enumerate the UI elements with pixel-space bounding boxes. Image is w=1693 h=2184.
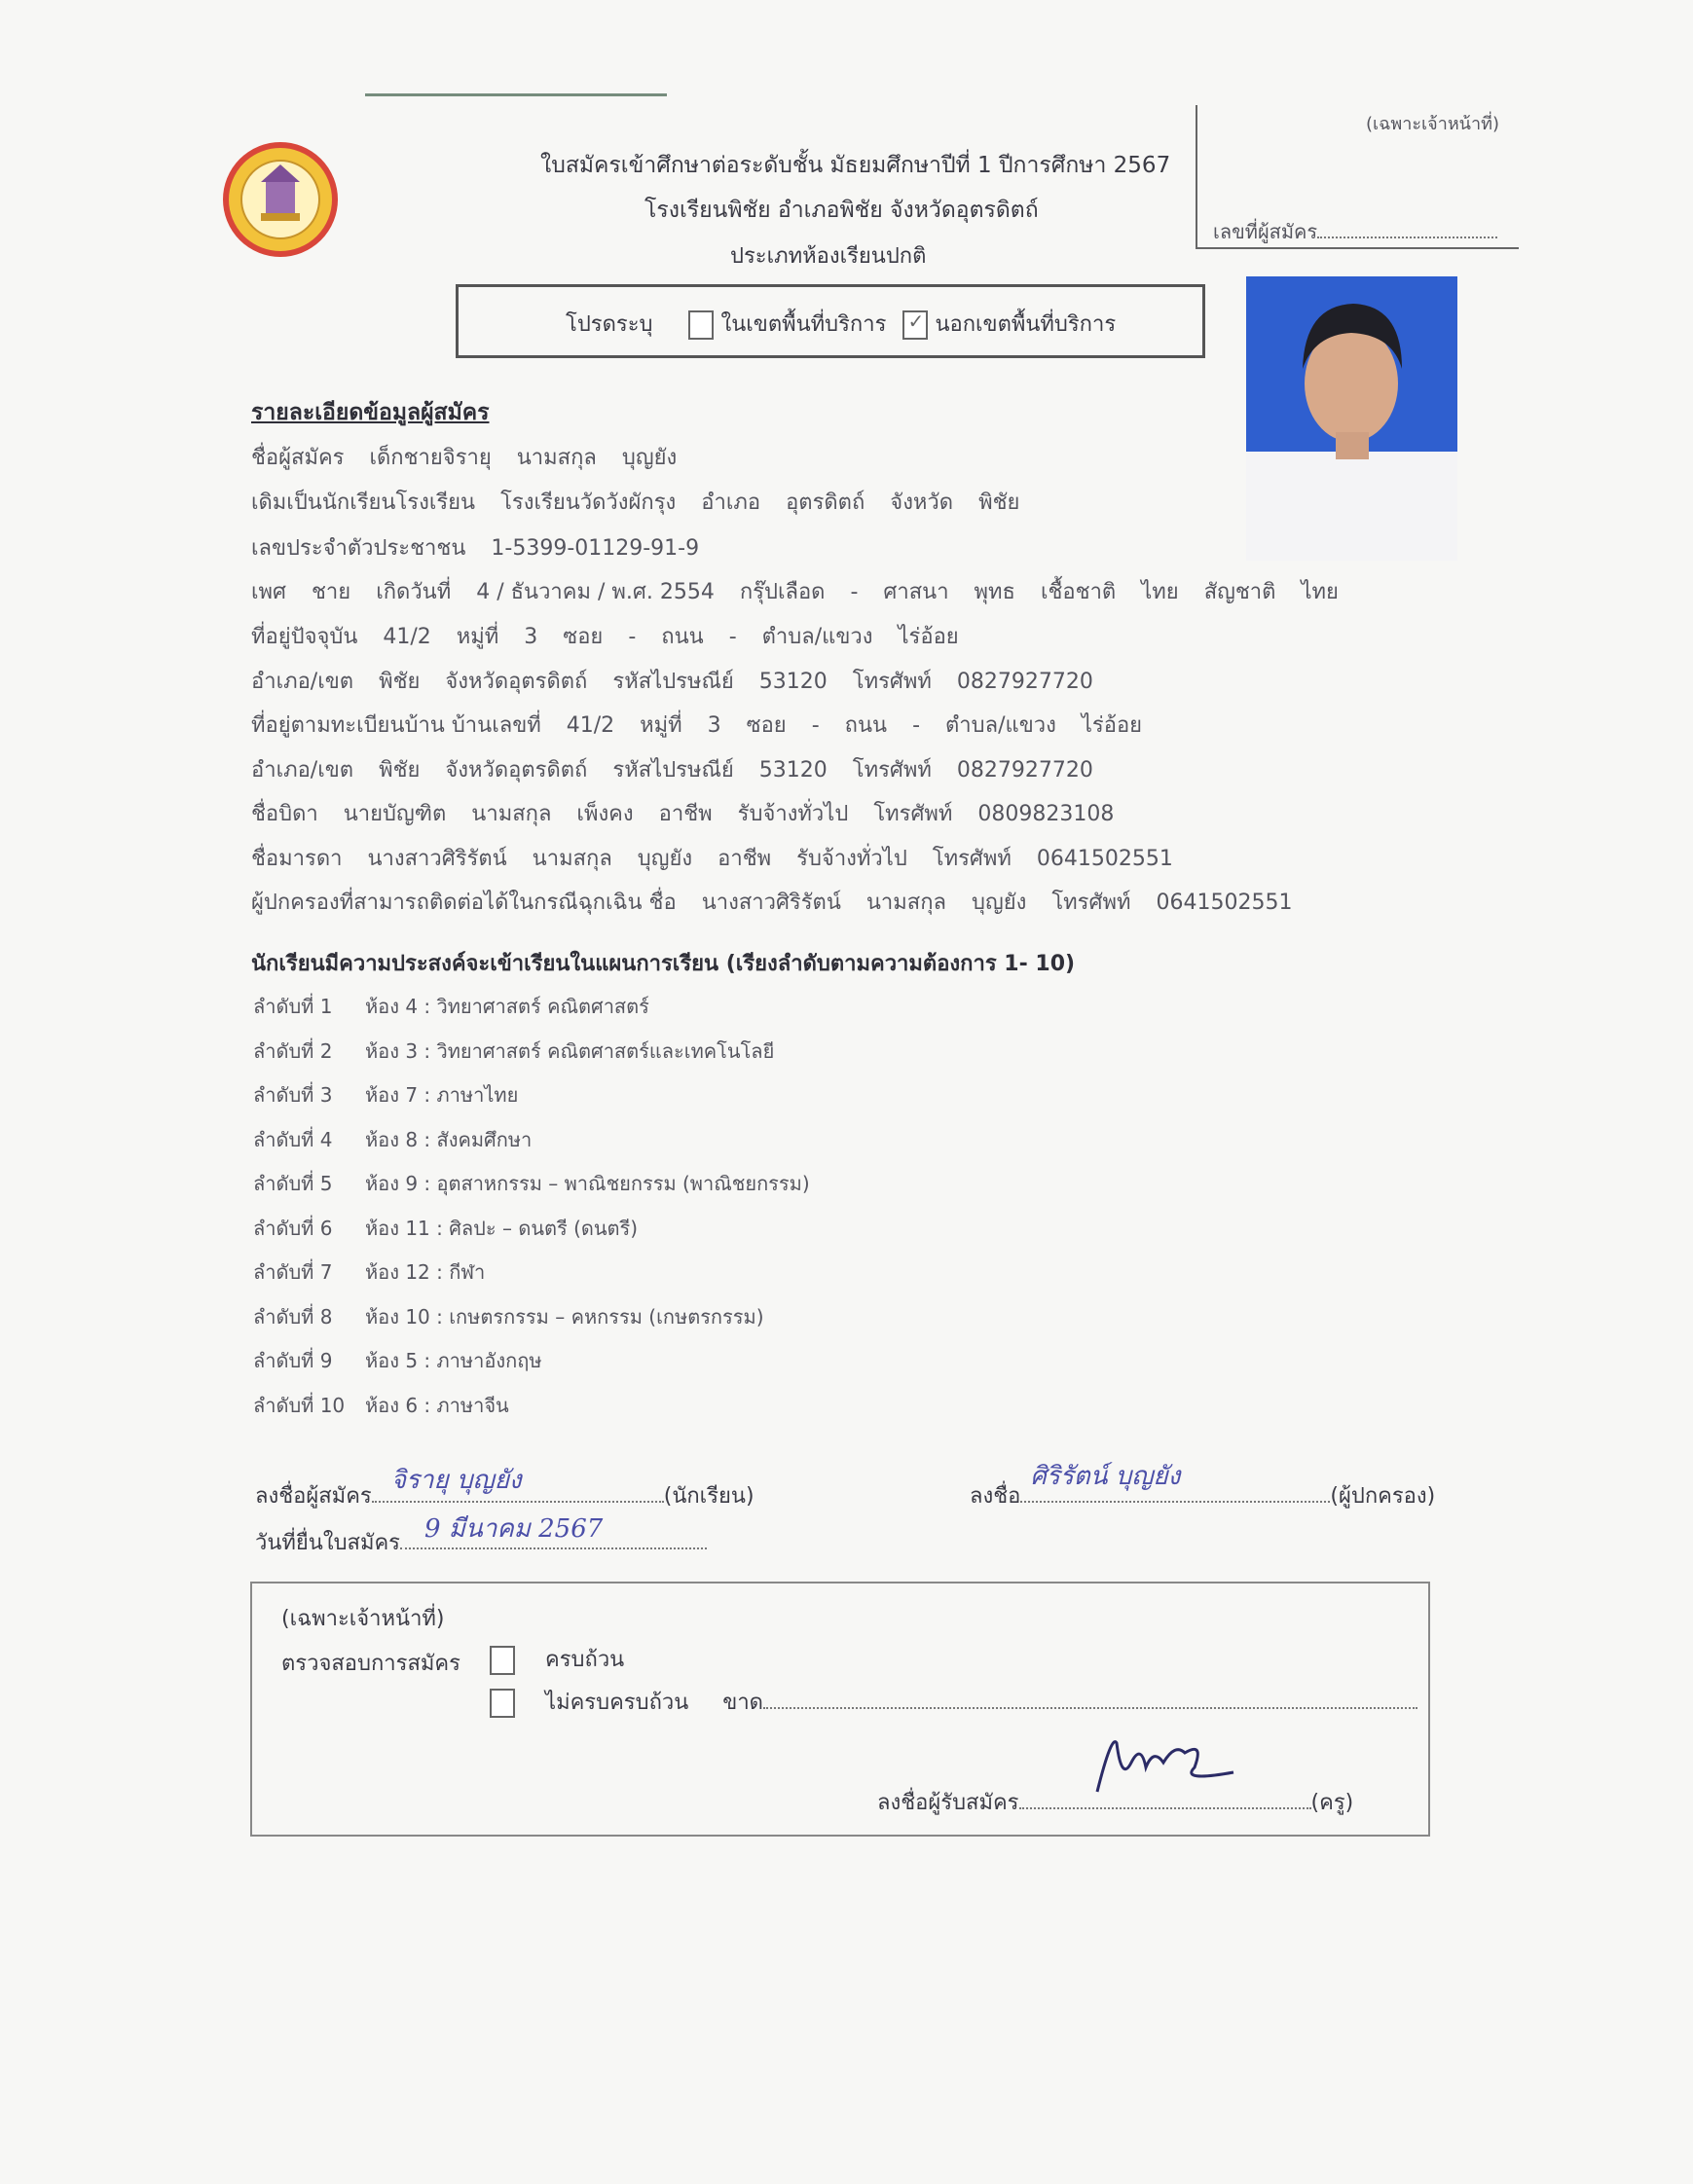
field-label: จังหวัดอุตรดิตถ์ [445,670,588,694]
plan-item [253,1036,774,1067]
field-value[interactable]: เพ็งคง [576,802,634,826]
applicant-sign-field[interactable] [372,1466,664,1503]
class-type: ประเภทห้องเรียนปกติ [730,244,927,269]
field-value[interactable]: 0809823108 [977,802,1115,826]
complete-label: ครบถ้วน [545,1648,625,1672]
receiver-label: ลงชื่อผู้รับสมัคร [877,1791,1019,1815]
field-label: ชื่อบิดา [251,802,318,826]
field-label: กรุ๊ปเลือด [739,580,826,604]
plan-item [253,1079,518,1110]
field-value[interactable]: 3 [707,713,721,738]
plan-title: นักเรียนมีความประสงค์จะเข้าเรียนในแผนการเรียน (เรียงลำดับตามความต้องการ 1- 10) [251,952,1076,976]
field-label: นามสกุล [865,891,947,915]
form-title: ใบสมัครเข้าศึกษาต่อระดับชั้น มัธยมศึกษาปีที่ 1 ปีการศึกษา 2567 [540,153,1171,178]
plan-room: ห้อง 3 : วิทยาศาสตร์ คณิตศาสตร์และเทคโนโลยี [365,1038,775,1063]
field-value[interactable]: อุตรดิตถ์ [786,491,865,515]
field-value[interactable]: ไร่อ้อย [1081,713,1143,738]
plan-rank: ลำดับที่ 1 [253,995,333,1018]
plan-rank: ลำดับที่ 6 [253,1216,333,1240]
field-value[interactable]: 41/2 [383,625,431,649]
date-label: วันที่ยื่นใบสมัคร [255,1531,400,1555]
app-no-label [1213,216,1497,247]
plan-rank: ลำดับที่ 9 [253,1349,333,1372]
plan-room: ห้อง 10 : เกษตรกรรม – คหกรรม (เกษตรกรรม) [365,1304,764,1329]
incomplete-row [490,1685,1417,1719]
field-value[interactable]: 3 [524,625,538,649]
out-area-checkbox[interactable] [902,310,928,340]
plan-rank: ลำดับที่ 2 [253,1038,333,1063]
field-value[interactable]: พิชัย [379,758,421,783]
field-value[interactable]: โทรศัพท์ [852,758,932,783]
app-no-text: เลขที่ผู้สมัคร [1213,220,1318,243]
area-prompt: โปรดระบุ [566,312,653,337]
receiver-role: (ครู) [1310,1791,1354,1815]
in-area-checkbox[interactable] [688,310,714,340]
field-label: อำเภอ [701,491,761,515]
complete-row [490,1642,624,1676]
field-value[interactable]: ชาย [312,580,351,604]
parent-signature-line [970,1462,1436,1512]
plan-room: ห้อง 7 : ภาษาไทย [365,1083,519,1107]
field-value[interactable]: รับจ้างทั่วไป [796,847,907,871]
field-value[interactable]: รับจ้างทั่วไป [737,802,849,826]
plan-item [253,1256,485,1288]
incomplete-checkbox[interactable] [490,1689,515,1718]
field-label: โทรศัพท์ [1051,891,1131,915]
app-no-field[interactable] [1317,237,1497,238]
applicant-row [251,796,1139,830]
incomplete-label: ไม่ครบครบถ้วน [545,1691,689,1715]
missing-field[interactable] [763,1707,1417,1709]
plan-item [253,1301,764,1332]
applicant-row [251,485,1045,519]
field-value[interactable]: - [728,625,737,649]
applicant-row [251,440,702,474]
field-label: นามสกุล [516,446,597,470]
receiver-sign-field[interactable] [1019,1778,1311,1809]
student-photo [1246,276,1457,561]
plan-room: ห้อง 11 : ศิลปะ – ดนตรี (ดนตรี) [365,1216,639,1240]
missing-label: ขาด [722,1691,763,1715]
field-label: อาชีพ [658,802,713,826]
date-field[interactable] [400,1514,707,1549]
field-label: ที่อยู่ปัจจุบัน [251,625,358,649]
area-select-box [456,284,1205,358]
student-portrait-icon [1246,276,1457,561]
applicant-sign-label: ลงชื่อผู้สมัคร [255,1484,372,1509]
school-line: โรงเรียนพิชัย อำเภอพิชัย จังหวัดอุตรดิตถ์ [644,198,1039,223]
field-value[interactable]: รหัสไปรษณีย์ [612,758,734,783]
field-value[interactable]: นายบัญฑิต [343,802,447,826]
field-label: 0827927720 [956,670,1093,694]
field-value[interactable]: รหัสไปรษณีย์ [612,670,734,694]
field-label: จังหวัดอุตรดิตถ์ [445,758,588,783]
field-label: ชื่อมารดา [251,847,343,871]
field-value[interactable]: 0641502551 [1156,891,1293,915]
plan-rank: ลำดับที่ 5 [253,1172,333,1195]
out-area-label: นอกเขตพื้นที่บริการ [935,312,1117,337]
applicant-row [251,885,1317,919]
applicant-row [251,530,724,564]
plan-item [253,1124,532,1155]
field-label: เกิดวันที่ [376,580,452,604]
field-label: ถนน [844,713,888,738]
plan-rank: ลำดับที่ 10 [253,1393,346,1417]
field-value[interactable]: 41/2 [566,713,615,738]
field-value[interactable]: ไทย [1141,580,1179,604]
field-label: เดิมเป็นนักเรียนโรงเรียน [251,491,476,515]
field-label: หมู่ที่ [456,625,499,649]
plan-room: ห้อง 6 : ภาษาจีน [365,1393,509,1417]
field-label: ผู้ปกครองที่สามารถติดต่อได้ในกรณีฉุกเฉิน ชื่อ [251,891,677,915]
date-handwritten: 9 มีนาคม 2567 [424,1514,604,1544]
parent-sign-label: ลงชื่อ [970,1484,1021,1509]
field-label: อำเภอ/เขต [251,670,354,694]
applicant-row [251,841,1198,875]
field-value[interactable]: บุญยัง [972,891,1027,915]
plan-item [253,1168,810,1199]
field-value[interactable]: 4 / ธันวาคม / พ.ศ. 2554 [476,580,715,604]
applicant-handwritten-sign: จิรายุ บุญยัง [390,1466,522,1495]
receiver-row [877,1778,1353,1819]
field-label: หมู่ที่ [640,713,682,738]
parent-handwritten-sign: ศิริรัตน์ บุญยัง [1030,1462,1181,1491]
plan-rank: ลำดับที่ 3 [253,1083,333,1107]
field-value[interactable]: พิชัย [379,670,421,694]
field-label: เชื้อชาติ [1040,580,1117,604]
parent-role: (ผู้ปกครอง) [1330,1484,1436,1509]
field-label: เลขประจำตัวประชาชน [251,536,466,561]
plan-rank: ลำดับที่ 8 [253,1304,333,1329]
field-label: ซอย [746,713,787,738]
field-value[interactable]: - [628,625,637,649]
field-value[interactable]: - [811,713,820,738]
field-label: ซอย [563,625,604,649]
staff-box-label: (เฉพาะเจ้าหน้าที่) [281,1607,445,1631]
receiver-signature-icon [1087,1724,1243,1802]
field-label: นามสกุล [471,802,552,826]
parent-sign-field[interactable] [1020,1462,1330,1503]
plan-room: ห้อง 5 : ภาษาอังกฤษ [365,1349,542,1372]
plan-room: ห้อง 8 : สังคมศึกษา [365,1127,533,1151]
field-value[interactable]: โรงเรียนวัดวังผักรุง [500,491,677,515]
field-value[interactable]: 0641502551 [1036,847,1173,871]
field-label: ตำบล/แขวง [945,713,1056,738]
field-label: ที่อยู่ตามทะเบียนบ้าน บ้านเลขที่ [251,713,541,738]
applicant-signature-line [255,1466,754,1512]
in-area-label: ในเขตพื้นที่บริการ [720,312,887,337]
staff-top-box [1196,105,1519,249]
field-value[interactable]: - [850,580,859,604]
field-value[interactable]: บุญยัง [637,847,693,871]
field-label: นามสกุล [532,847,612,871]
field-label: 0827927720 [956,758,1093,783]
plan-item [253,1390,509,1421]
plan-room: ห้อง 12 : กีฬา [365,1260,486,1284]
field-label: ศาสนา [883,580,949,604]
plan-room: ห้อง 9 : อุตสาหกรรม – พาณิชยกรรม (พาณิชยกรรม) [365,1172,810,1195]
plan-item [253,1345,542,1376]
field-label: อาชีพ [718,847,772,871]
field-value[interactable]: นางสาวศิริรัตน์ [701,891,841,915]
date-line [255,1514,707,1559]
field-label: โทรศัพท์ [873,802,953,826]
field-value[interactable]: บุญยัง [621,446,678,470]
plan-rank: ลำดับที่ 4 [253,1127,333,1151]
applicant-row [251,664,1119,698]
field-label: ถนน [661,625,704,649]
field-label: อำเภอ/เขต [251,758,354,783]
field-label: สัญชาติ [1203,580,1276,604]
field-value[interactable]: 1-5399-01129-91-9 [491,536,700,561]
field-label: 53120 [758,758,828,783]
applicant-role: (นักเรียน) [663,1484,754,1509]
school-logo [222,141,339,258]
section-title: รายละเอียดข้อมูลผู้สมัคร [251,400,490,425]
field-value[interactable]: โทรศัพท์ [852,670,932,694]
field-value[interactable]: นางสาวศิริรัตน์ [367,847,507,871]
complete-checkbox[interactable] [490,1646,515,1675]
field-label: ตำบล/แขวง [761,625,873,649]
field-value[interactable]: พุทธ [974,580,1015,604]
field-label: โทรศัพท์ [932,847,1012,871]
check-label: ตรวจสอบการสมัคร [281,1652,460,1676]
field-label: จังหวัด [890,491,954,515]
plan-room: ห้อง 4 : วิทยาศาสตร์ คณิตศาสตร์ [365,995,649,1018]
field-label: ชื่อผู้สมัคร [251,446,345,470]
staff-top-label: (เฉพาะเจ้าหน้าที่) [1365,114,1499,134]
field-label: เพศ [251,580,286,604]
applicant-row [251,619,984,653]
plan-item [253,1213,638,1244]
field-value[interactable]: ไร่อ้อย [898,625,959,649]
applicant-row [251,574,1364,608]
plan-item [253,991,649,1022]
plan-rank: ลำดับที่ 7 [253,1260,333,1284]
field-value[interactable]: - [912,713,921,738]
top-edge-line [365,93,667,96]
staff-check-box [250,1582,1430,1837]
field-value[interactable]: พิชัย [978,491,1020,515]
field-value[interactable]: ไทย [1301,580,1339,604]
applicant-row [251,708,1167,742]
applicant-row [251,752,1119,786]
field-label: 53120 [758,670,828,694]
school-seal-icon [222,141,339,258]
field-value[interactable]: เด็กชายจิรายุ [369,446,492,470]
area-row [566,307,1116,341]
